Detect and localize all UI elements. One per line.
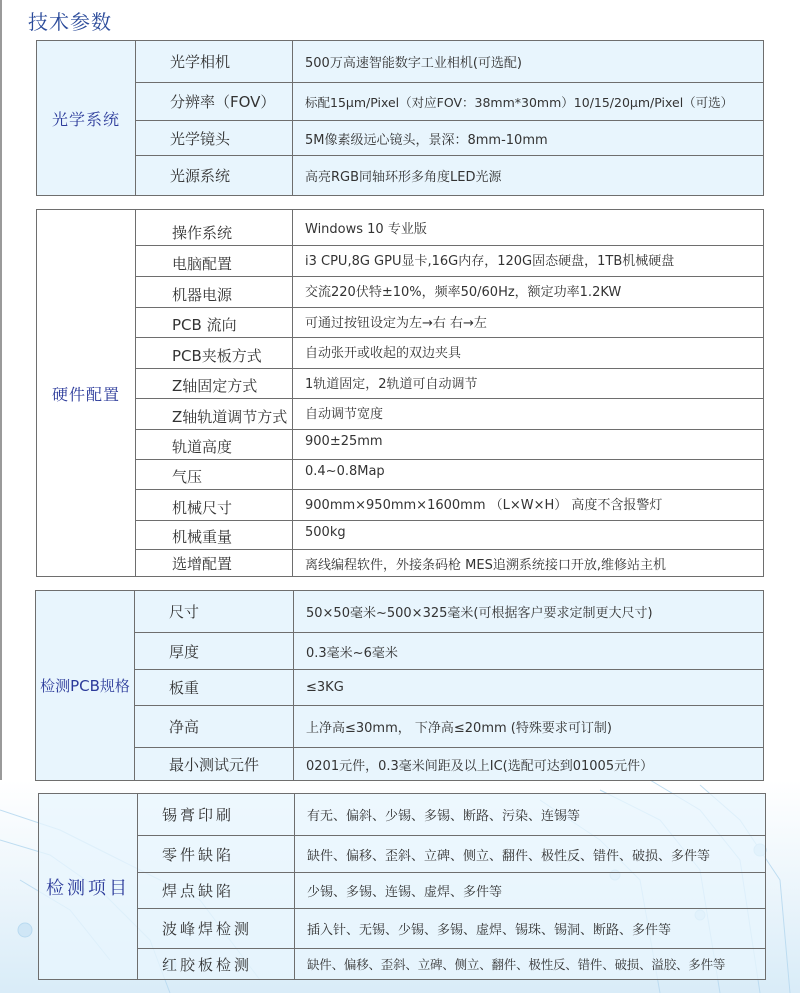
table-row xyxy=(39,909,766,949)
table-row xyxy=(37,156,764,196)
table-row xyxy=(37,490,764,521)
param-name: 光学镜头 xyxy=(136,121,293,156)
category-label: 光学系统 xyxy=(37,41,136,196)
param-name: 厚度 xyxy=(135,633,294,670)
param-value: 有无、偏斜、少锡、多锡、断路、污染、连锡等 xyxy=(295,794,766,836)
param-name: 分辨率（FOV） xyxy=(136,83,293,121)
table-row xyxy=(37,521,764,550)
param-value: 交流220伏特±10%，频率50/60Hz，额定功率1.2KW xyxy=(293,277,764,308)
param-value: 500万高速智能数字工业相机(可选配) xyxy=(293,41,764,83)
param-value: 标配15μm/Pixel（对应FOV：38mm*30mm）10/15/20μm/Pixel（可选） xyxy=(293,83,764,121)
param-value: 插入针、无锡、少锡、多锡、虚焊、锡珠、锡洞、断路、多件等 xyxy=(295,909,766,949)
table-row xyxy=(37,210,764,246)
param-value: 5M像素级远心镜头，景深：8mm-10mm xyxy=(293,121,764,156)
param-name: 板重 xyxy=(135,670,294,706)
param-value: 高亮RGB同轴环形多角度LED光源 xyxy=(293,156,764,196)
param-name: 机械尺寸 xyxy=(136,490,293,521)
category-label: 硬件配置 xyxy=(37,210,136,577)
param-value: i3 CPU,8G GPU显卡,16G内存，120G固态硬盘，1TB机械硬盘 xyxy=(293,246,764,277)
param-value: 缺件、偏移、歪斜、立碑、侧立、翻件、极性反、错件、破损、多件等 xyxy=(295,836,766,873)
param-name: PCB 流向 xyxy=(136,308,293,338)
param-name: 净高 xyxy=(135,706,294,748)
param-value: 500kg xyxy=(293,521,764,550)
table-row xyxy=(36,591,764,633)
param-value: 0.3毫米~6毫米 xyxy=(294,633,764,670)
spec-table-inspection xyxy=(38,793,766,980)
spec-table-pcb xyxy=(35,590,764,781)
spec-table-optical xyxy=(36,40,764,196)
param-name: 选增配置 xyxy=(136,550,293,577)
table-row xyxy=(37,41,764,83)
param-name: 光学相机 xyxy=(136,41,293,83)
table-row xyxy=(39,836,766,873)
table-row xyxy=(39,794,766,836)
param-name: 光源系统 xyxy=(136,156,293,196)
spec-table-hardware xyxy=(36,209,764,577)
table-row xyxy=(37,277,764,308)
param-value: ≤3KG xyxy=(294,670,764,706)
table-row xyxy=(36,706,764,748)
param-value: 自动张开或收起的双边夹具 xyxy=(293,338,764,369)
param-name: 轨道高度 xyxy=(136,430,293,460)
param-name: 最小测试元件 xyxy=(135,748,294,781)
param-value: 可通过按钮设定为左→右 右→左 xyxy=(293,308,764,338)
table-row xyxy=(37,338,764,369)
table-row xyxy=(36,748,764,781)
table-row xyxy=(37,246,764,277)
param-value: 50×50毫米~500×325毫米(可根据客户要求定制更大尺寸) xyxy=(294,591,764,633)
table-row xyxy=(37,121,764,156)
table-row xyxy=(37,369,764,399)
page-title: 技术参数 xyxy=(28,10,112,34)
param-name: 机械重量 xyxy=(136,521,293,550)
param-name: PCB夹板方式 xyxy=(136,338,293,369)
param-name: Z轴轨道调节方式 xyxy=(136,399,293,430)
param-name: 操作系统 xyxy=(136,210,293,246)
param-value: Windows 10 专业版 xyxy=(293,210,764,246)
param-name: 波峰焊检测 xyxy=(138,909,295,949)
param-value: 离线编程软件，外接条码枪 MES追溯系统接口开放,维修站主机 xyxy=(293,550,764,577)
param-name: 机器电源 xyxy=(136,277,293,308)
table-row xyxy=(37,550,764,577)
table-row xyxy=(36,633,764,670)
param-name: Z轴固定方式 xyxy=(136,369,293,399)
param-value: 900mm×950mm×1600mm （L×W×H） 高度不含报警灯 xyxy=(293,490,764,521)
category-label: 检测PCB规格 xyxy=(36,591,135,781)
param-value: 自动调节宽度 xyxy=(293,399,764,430)
table-row xyxy=(37,430,764,460)
param-name: 零件缺陷 xyxy=(138,836,295,873)
param-name: 气压 xyxy=(136,460,293,490)
param-value: 少锡、多锡、连锡、虚焊、多件等 xyxy=(295,873,766,909)
table-row xyxy=(39,949,766,980)
category-label: 检测项目 xyxy=(39,794,138,980)
param-name: 尺寸 xyxy=(135,591,294,633)
param-name: 焊点缺陷 xyxy=(138,873,295,909)
param-value: 0201元件，0.3毫米间距及以上IC(选配可达到01005元件） xyxy=(294,748,764,781)
param-value: 缺件、偏移、歪斜、立碑、侧立、翻件、极性反、错件、破损、溢胶、多件等 xyxy=(295,949,766,980)
param-value: 1轨道固定，2轨道可自动调节 xyxy=(293,369,764,399)
table-row xyxy=(37,308,764,338)
param-value: 0.4~0.8Map xyxy=(293,460,764,490)
param-value: 上净高≤30mm， 下净高≤20mm (特殊要求可订制) xyxy=(294,706,764,748)
table-row xyxy=(39,873,766,909)
table-row xyxy=(37,460,764,490)
table-row xyxy=(36,670,764,706)
param-name: 电脑配置 xyxy=(136,246,293,277)
table-row xyxy=(37,83,764,121)
param-name: 锡膏印刷 xyxy=(138,794,295,836)
table-row xyxy=(37,399,764,430)
param-name: 红胶板检测 xyxy=(138,949,295,980)
param-value: 900±25mm xyxy=(293,430,764,460)
